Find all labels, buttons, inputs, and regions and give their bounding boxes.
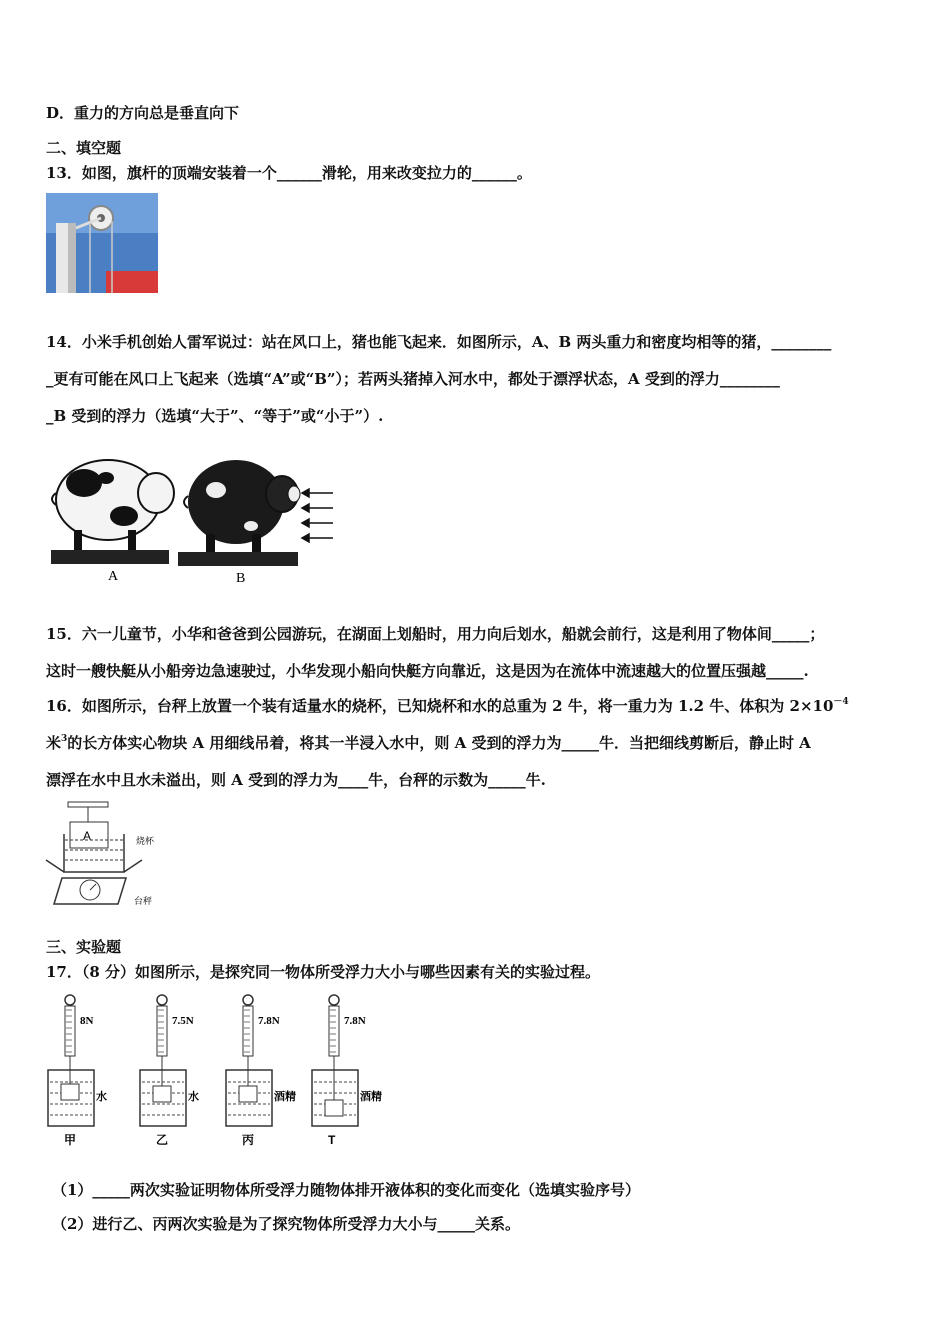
- experiment-label: T: [328, 1133, 336, 1147]
- question-16-unit-exponent: 3: [61, 734, 68, 744]
- question-17-part-2: （2）进行乙、丙两次实验是为了探究物体所受浮力大小与_____关系。: [52, 1215, 520, 1233]
- experiment-label: 丙: [242, 1133, 255, 1147]
- spring-scale-body: [329, 1006, 339, 1056]
- experiment-setup: [226, 995, 296, 1147]
- liquid-label: 水: [96, 1091, 107, 1103]
- liquid-label: 水: [188, 1091, 199, 1103]
- question-17-part-1: （1）_____两次实验证明物体所受浮力随物体排开液体积的变化而变化（选填实验序号）: [52, 1181, 640, 1199]
- pig-b-label: B: [236, 571, 246, 586]
- test-block: [61, 1084, 79, 1100]
- pigs-figure: [46, 438, 346, 588]
- spring-scale-experiment-figure: [46, 992, 406, 1152]
- spring-scale-body: [157, 1006, 167, 1056]
- spring-scale-reading: 8N: [80, 1015, 94, 1027]
- question-14-line2: _更有可能在风口上飞起来（选填“A”或“B”）；若两头猪掉入河水中，都处于漂浮状态，A 受到的浮力________: [46, 370, 780, 388]
- liquid-label: 酒精: [360, 1091, 382, 1103]
- block-a-label: A: [83, 829, 92, 843]
- experiment-label: 甲: [64, 1133, 77, 1147]
- spring-scale-ring: [243, 995, 253, 1005]
- question-16-line3: 漂浮在水中且水未溢出，则 A 受到的浮力为____牛，台秤的示数为_____牛.: [46, 771, 546, 789]
- beaker-scale-figure: [44, 800, 174, 912]
- option-d: D．重力的方向总是垂直向下: [46, 104, 240, 122]
- question-17: 17．（8 分）如图所示，是探究同一物体所受浮力大小与哪些因素有关的实验过程。: [46, 963, 601, 981]
- spring-scale-reading: 7.5N: [172, 1015, 194, 1027]
- beaker: [312, 1070, 358, 1126]
- pig-a-label: A: [108, 569, 119, 584]
- section-heading-experiment: 三、实验题: [46, 938, 122, 956]
- experiment-setup: [48, 995, 107, 1147]
- question-14-line1: 14．小米手机创始人雷军说过：站在风口上，猪也能飞起来．如图所示，A、B 两头重力和密度均相等的猪，________: [46, 333, 832, 351]
- experiment-label: 乙: [156, 1133, 169, 1147]
- question-13: 13．如图，旗杆的顶端安装着一个______滑轮，用来改变拉力的______。: [46, 164, 532, 182]
- spring-scale-ring: [65, 995, 75, 1005]
- beaker-label: 烧杯: [136, 836, 155, 846]
- liquid-label: 酒精: [274, 1091, 296, 1103]
- spring-scale-reading: 7.8N: [344, 1015, 366, 1027]
- question-16-unit: 米: [46, 734, 62, 752]
- pig-b: [178, 460, 300, 566]
- question-16-line2: [46, 732, 811, 753]
- scale-label: 台秤: [134, 896, 153, 906]
- question-16-exponent: －4: [833, 697, 849, 707]
- question-16-line1: [46, 695, 849, 716]
- question-14-line3: _B 受到的浮力（选填“大于”、“等于”或“小于”）.: [46, 407, 384, 425]
- flagpole-pulley-photo: [46, 193, 158, 293]
- pig-a: [51, 460, 174, 564]
- spring-scale-ring: [329, 995, 339, 1005]
- section-heading-fill-blank: 二、填空题: [46, 139, 122, 157]
- experiment-setup: [140, 995, 199, 1147]
- test-block: [239, 1086, 257, 1102]
- question-15-line1: 15．六一儿童节，小华和爸爸到公园游玩，在湖面上划船时，用力向后划水，船就会前行，这是利用了物体间_____；: [46, 625, 825, 643]
- spring-scale-body: [243, 1006, 253, 1056]
- question-16-line1-text: 16．如图所示，台秤上放置一个装有适量水的烧杯，已知烧杯和水的总重为 2 牛，将一重力为 1.2 牛、体积为 2×10: [46, 697, 834, 715]
- spring-scale-body: [65, 1006, 75, 1056]
- test-block: [325, 1100, 343, 1116]
- question-16-line2-text: 的长方体实心物块 A 用细线吊着，将其一半浸入水中，则 A 受到的浮力为_____牛．当把细线剪断后，静止时 A: [67, 734, 811, 752]
- test-block: [153, 1086, 171, 1102]
- question-15-line2: 这时一艘快艇从小船旁边急速驶过，小华发现小船向快艇方向靠近，这是因为在流体中流速越大的位置压强越_____.: [46, 662, 809, 680]
- spring-scale-ring: [157, 995, 167, 1005]
- experiment-setup: [312, 995, 382, 1147]
- spring-scale-reading: 7.8N: [258, 1015, 280, 1027]
- wind-arrows: [302, 489, 333, 542]
